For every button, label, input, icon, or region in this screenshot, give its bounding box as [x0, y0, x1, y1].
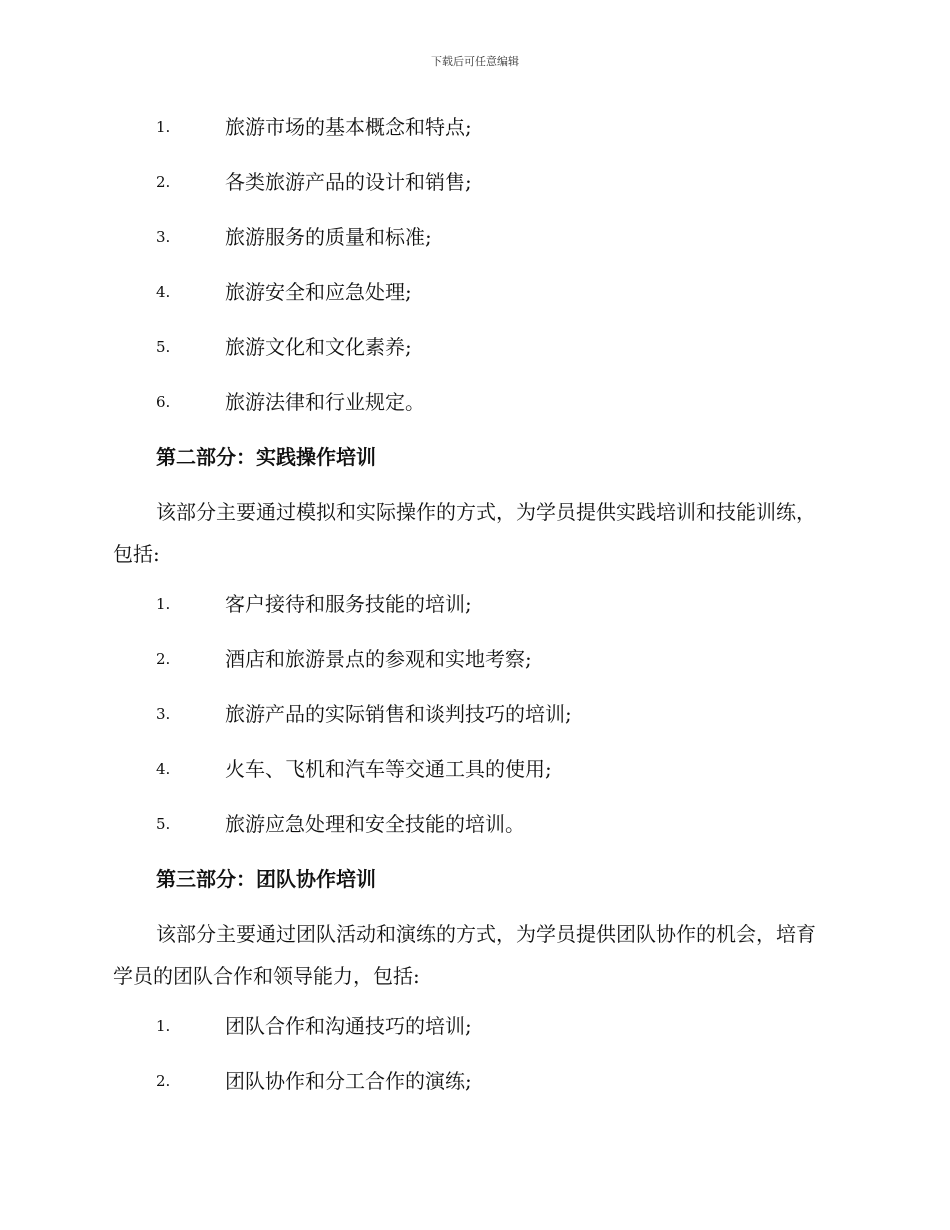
list-text: 旅游应急处理和安全技能的培训。: [225, 812, 525, 836]
list-item: [0, 1062, 950, 1117]
list-item: [0, 640, 950, 695]
list-text: 客户接待和服务技能的培训;: [225, 592, 472, 616]
list-text: 团队协作和分工合作的演练;: [225, 1069, 472, 1093]
list-number: 4.: [156, 283, 171, 301]
document-body: [0, 108, 950, 1117]
list-item: [0, 695, 950, 750]
section-paragraph: 该部分主要通过团队活动和演练的方式，为学员提供团队协作的机会，培育学员的团队合作和领导能力，包括:: [113, 922, 816, 988]
list-number: 1.: [156, 118, 171, 136]
list-number: 3.: [156, 705, 171, 723]
section-heading: 第三部分：团队协作培训: [156, 867, 376, 891]
list-item: [0, 805, 950, 860]
list-text: 旅游文化和文化素养;: [225, 335, 412, 359]
list-number: 1.: [156, 1017, 171, 1035]
list-item: [0, 1007, 950, 1062]
list-item: [0, 585, 950, 640]
list-number: 1.: [156, 595, 171, 613]
list-text: 旅游安全和应急处理;: [225, 280, 412, 304]
list-number: 2.: [156, 1072, 171, 1090]
list-item: [0, 163, 950, 218]
list-item: [0, 750, 950, 805]
list-number: 4.: [156, 760, 171, 778]
section-paragraph: 该部分主要通过模拟和实际操作的方式，为学员提供实践培训和技能训练，包括:: [113, 500, 816, 566]
list-text: 各类旅游产品的设计和销售;: [225, 170, 472, 194]
list-number: 3.: [156, 228, 171, 246]
list-text: 酒店和旅游景点的参观和实地考察;: [225, 647, 532, 671]
list-item: [0, 218, 950, 273]
list-text: 旅游法律和行业规定。: [225, 390, 425, 414]
list-text: 旅游服务的质量和标准;: [225, 225, 432, 249]
list-number: 5.: [156, 815, 171, 833]
list-number: 6.: [156, 393, 171, 411]
list-text: 火车、飞机和汽车等交通工具的使用;: [225, 757, 552, 781]
list-item: [0, 383, 950, 438]
list-item: [0, 273, 950, 328]
list-item: [0, 108, 950, 163]
list-number: 5.: [156, 338, 171, 356]
list-number: 2.: [156, 173, 171, 191]
page-header: 下载后可任意编辑: [431, 55, 519, 68]
list-item: [0, 328, 950, 383]
list-text: 旅游产品的实际销售和谈判技巧的培训;: [225, 702, 572, 726]
section-heading: 第二部分：实践操作培训: [156, 445, 376, 469]
list-text: 团队合作和沟通技巧的培训;: [225, 1014, 472, 1038]
list-number: 2.: [156, 650, 171, 668]
list-text: 旅游市场的基本概念和特点;: [225, 115, 472, 139]
